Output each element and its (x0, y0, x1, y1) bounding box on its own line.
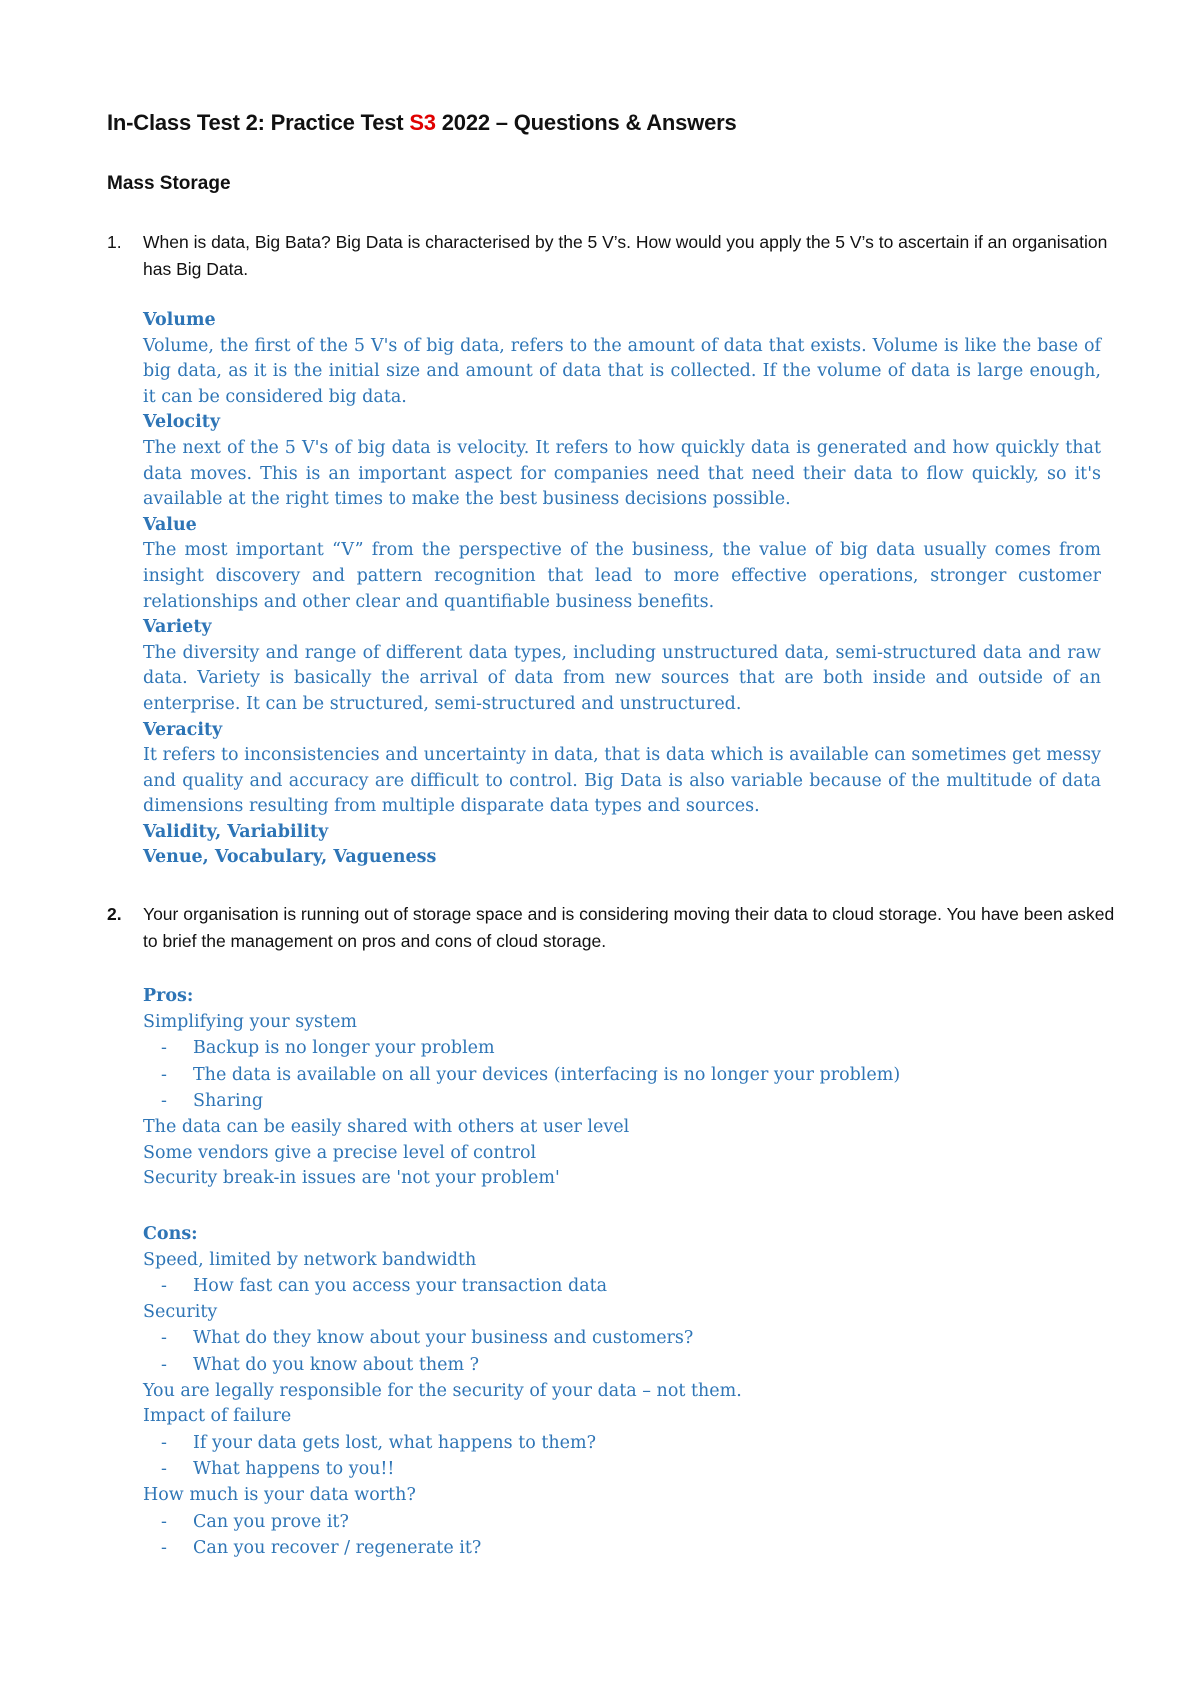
dash-bullet: - (161, 1091, 167, 1112)
page-title (107, 110, 737, 136)
answer-line: Security (143, 1301, 218, 1322)
pros-list (143, 1010, 1101, 1192)
list-item-text: If your data gets lost, what happens to them? (193, 1432, 596, 1453)
title-text: In-Class Test 2: Practice Test (107, 110, 410, 135)
list-item-text: Backup is no longer your problem (193, 1038, 495, 1059)
dash-bullet: - (161, 1538, 167, 1559)
list-item (143, 1062, 1101, 1089)
dash-bullet: - (161, 1459, 167, 1480)
answer-line: You are legally responsible for the security of your data – not them. (143, 1380, 742, 1401)
list-item-text: How fast can you access your transaction data (193, 1276, 608, 1297)
question-2 (107, 901, 1128, 955)
cons-list (143, 1248, 1101, 1562)
answer-extra-venue: Venue, Vocabulary, Vagueness (143, 847, 437, 868)
answer-body-veracity: It refers to inconsistencies and uncertainty in data, that is data which is available can sometimes get messy and quality and accuracy are difficult to control. Big Data is also variable because of the multitude of data dimensions resulting from multiple disparate data types and sources. (143, 745, 1101, 817)
answer-2-cons (143, 1222, 1101, 1562)
list-item (143, 1509, 1101, 1536)
dash-bullet: - (161, 1064, 167, 1085)
answer-1 (143, 308, 1101, 871)
list-item-text: The data is available on all your devices (interfacing is no longer your problem) (193, 1064, 901, 1085)
list-item-text: What do you know about them ? (193, 1354, 480, 1375)
list-item (143, 1035, 1101, 1062)
answer-line: Speed, limited by network bandwidth (143, 1249, 477, 1270)
answer-body-value: The most important “V” from the perspective of the business, the value of big data usually comes from insight discovery and pattern recognition that lead to more effective operations, stronger customer relationships and other clear and quantifiable business benefits. (143, 540, 1101, 612)
answer-heading-velocity: Velocity (143, 412, 220, 433)
title-highlight: S3 (409, 110, 436, 135)
list-item (143, 1352, 1101, 1379)
dash-bullet: - (161, 1328, 167, 1349)
answer-body-variety: The diversity and range of different data types, including unstructured data, semi-structured data and raw data. Variety is basically the arrival of data from new sources that are both inside and outside of an enterprise. It can be structured, semi-structured and unstructured. (143, 642, 1101, 714)
dash-bullet: - (161, 1276, 167, 1297)
answer-line: The data can be easily shared with others at user level (143, 1116, 630, 1137)
dash-bullet: - (161, 1038, 167, 1059)
dash-bullet: - (161, 1432, 167, 1453)
list-item-text: What do they know about your business and customers? (193, 1328, 694, 1349)
list-item-text: Can you recover / regenerate it? (193, 1538, 482, 1559)
answer-line: How much is your data worth? (143, 1484, 416, 1505)
answer-body-volume: Volume, the first of the 5 V's of big data, refers to the amount of data that exists. Volume is like the base of big data, as it is the initial size and amount of data that is collected. If the volume of data is large enough, it can be considered big data. (143, 335, 1101, 407)
section-heading: Mass Storage (107, 173, 231, 194)
answer-heading-volume: Volume (143, 310, 216, 330)
question-1 (107, 229, 1128, 283)
question-number: 2. (107, 904, 122, 924)
cons-heading: Cons: (143, 1224, 198, 1244)
list-item (143, 1088, 1101, 1115)
answer-line: Some vendors give a precise level of control (143, 1142, 537, 1163)
list-item-text: What happens to you!! (193, 1459, 395, 1480)
dash-bullet: - (161, 1511, 167, 1532)
list-item (143, 1430, 1101, 1457)
answer-heading-veracity: Veracity (143, 719, 223, 740)
answer-line: Simplifying your system (143, 1011, 358, 1032)
title-text-end: 2022 – Questions & Answers (435, 110, 737, 135)
list-item-text: Can you prove it? (193, 1511, 349, 1532)
list-item (143, 1273, 1101, 1300)
question-text: When is data, Big Bata? Big Data is characterised by the 5 V’s. How would you apply the 5 V’s to ascertain if an organisation has Big Data. (143, 232, 1108, 279)
pros-heading: Pros: (143, 986, 194, 1006)
answer-2-pros (143, 984, 1101, 1192)
answer-heading-value: Value (143, 514, 197, 535)
question-text: Your organisation is running out of storage space and is considering moving their data to cloud storage. You have been asked to brief the management on pros and cons of cloud storage. (143, 904, 1115, 951)
answer-heading-variety: Variety (143, 617, 212, 638)
list-item (143, 1456, 1101, 1483)
question-number: 1. (107, 232, 122, 252)
answer-line: Security break-in issues are 'not your problem' (143, 1168, 560, 1189)
answer-extra-validity: Validity, Variability (143, 821, 329, 842)
answer-body-velocity: The next of the 5 V's of big data is velocity. It refers to how quickly data is generated and how quickly that data moves. This is an important aspect for companies need that need their data to flow quickly, so it's available at the right times to make the best business decisions possible. (143, 437, 1101, 510)
list-item-text: Sharing (193, 1091, 264, 1112)
dash-bullet: - (161, 1354, 167, 1375)
list-item (143, 1325, 1101, 1352)
answer-line: Impact of failure (143, 1406, 292, 1427)
list-item (143, 1535, 1101, 1562)
